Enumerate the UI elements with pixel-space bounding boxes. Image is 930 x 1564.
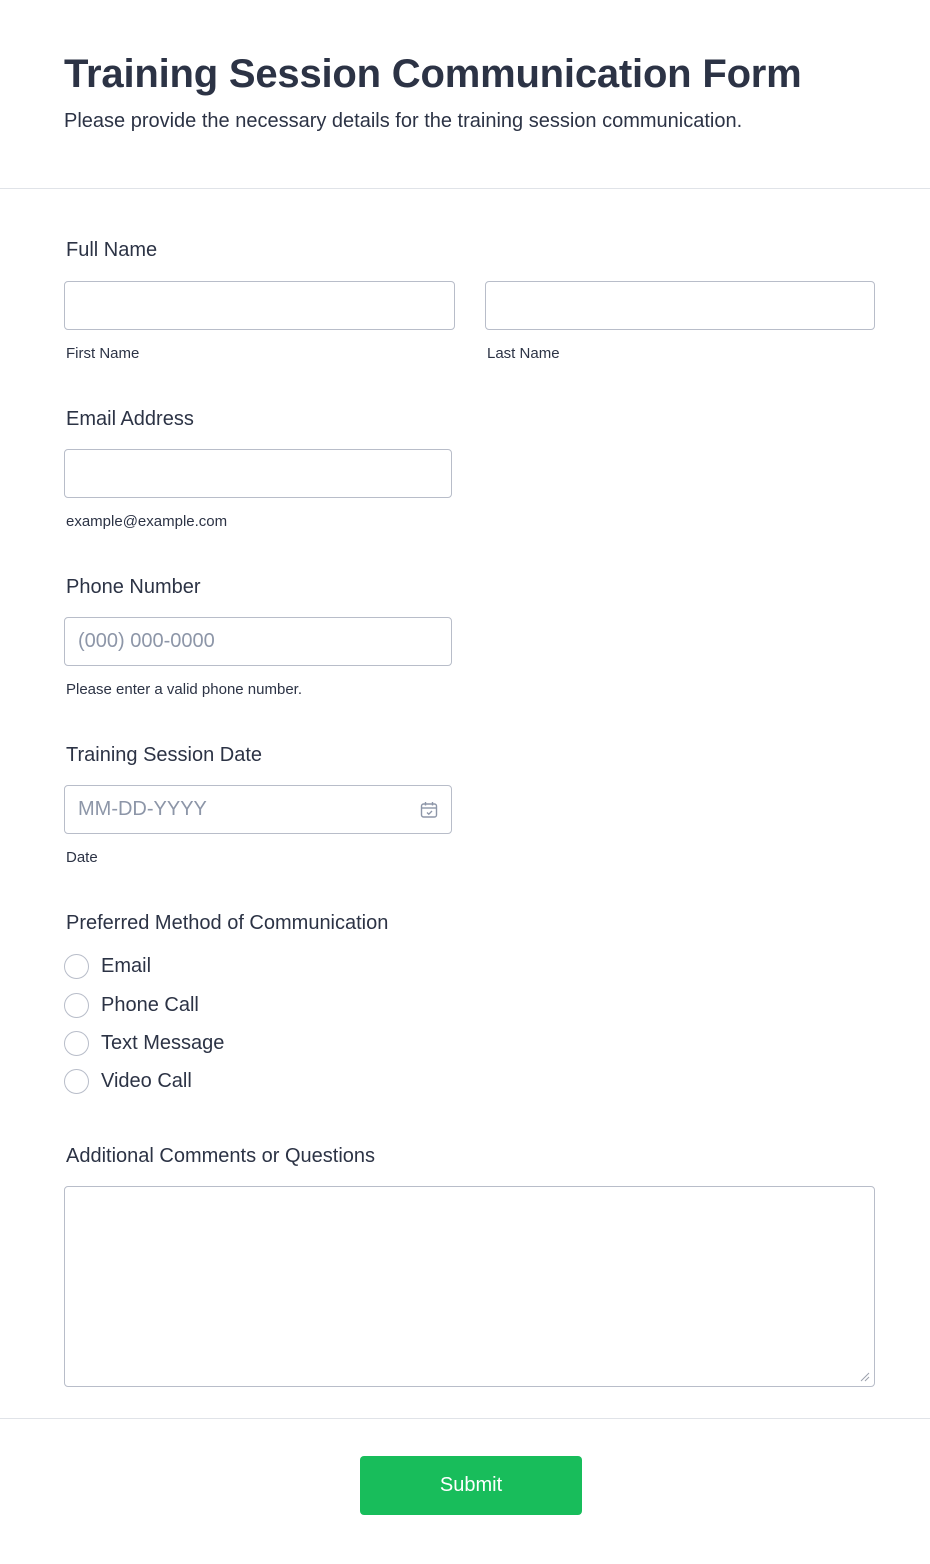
radio-button[interactable] xyxy=(64,1069,89,1094)
radio-label: Text Message xyxy=(101,1032,225,1054)
radio-label: Video Call xyxy=(101,1070,192,1092)
page-subtitle: Please provide the necessary details for the training session communication. xyxy=(64,110,743,132)
email-input[interactable] xyxy=(64,449,452,498)
radio-button[interactable] xyxy=(64,993,89,1018)
radio-button[interactable] xyxy=(64,954,89,979)
submit-button[interactable]: Submit xyxy=(360,1456,582,1515)
last-name-input[interactable] xyxy=(485,281,875,330)
resize-grip-icon[interactable] xyxy=(858,1370,870,1382)
form-header xyxy=(0,0,930,189)
comments-textarea[interactable] xyxy=(64,1186,875,1387)
date-sublabel: Date xyxy=(66,849,98,866)
page-title: Training Session Communication Form xyxy=(64,52,802,96)
radio-option-phone-call[interactable] xyxy=(64,993,364,1019)
radio-option-email[interactable] xyxy=(64,954,364,980)
email-sublabel: example@example.com xyxy=(66,513,228,530)
email-label: Email Address xyxy=(66,408,194,430)
full-name-label: Full Name xyxy=(66,239,158,261)
last-name-sublabel: Last Name xyxy=(487,345,560,362)
radio-label: Phone Call xyxy=(101,994,199,1016)
first-name-sublabel: First Name xyxy=(66,345,140,362)
comments-label: Additional Comments or Questions xyxy=(66,1145,376,1167)
date-input[interactable] xyxy=(64,785,452,834)
communication-label: Preferred Method of Communication xyxy=(66,912,389,934)
radio-option-text-message[interactable] xyxy=(64,1031,364,1057)
radio-button[interactable] xyxy=(64,1031,89,1056)
radio-option-video-call[interactable] xyxy=(64,1069,364,1095)
phone-input[interactable] xyxy=(64,617,452,666)
date-label: Training Session Date xyxy=(66,744,263,766)
footer-divider xyxy=(0,1418,930,1419)
phone-label: Phone Number xyxy=(66,576,201,598)
radio-label: Email xyxy=(101,955,152,977)
calendar-icon[interactable] xyxy=(419,800,439,820)
first-name-input[interactable] xyxy=(64,281,455,330)
phone-sublabel: Please enter a valid phone number. xyxy=(66,681,302,698)
